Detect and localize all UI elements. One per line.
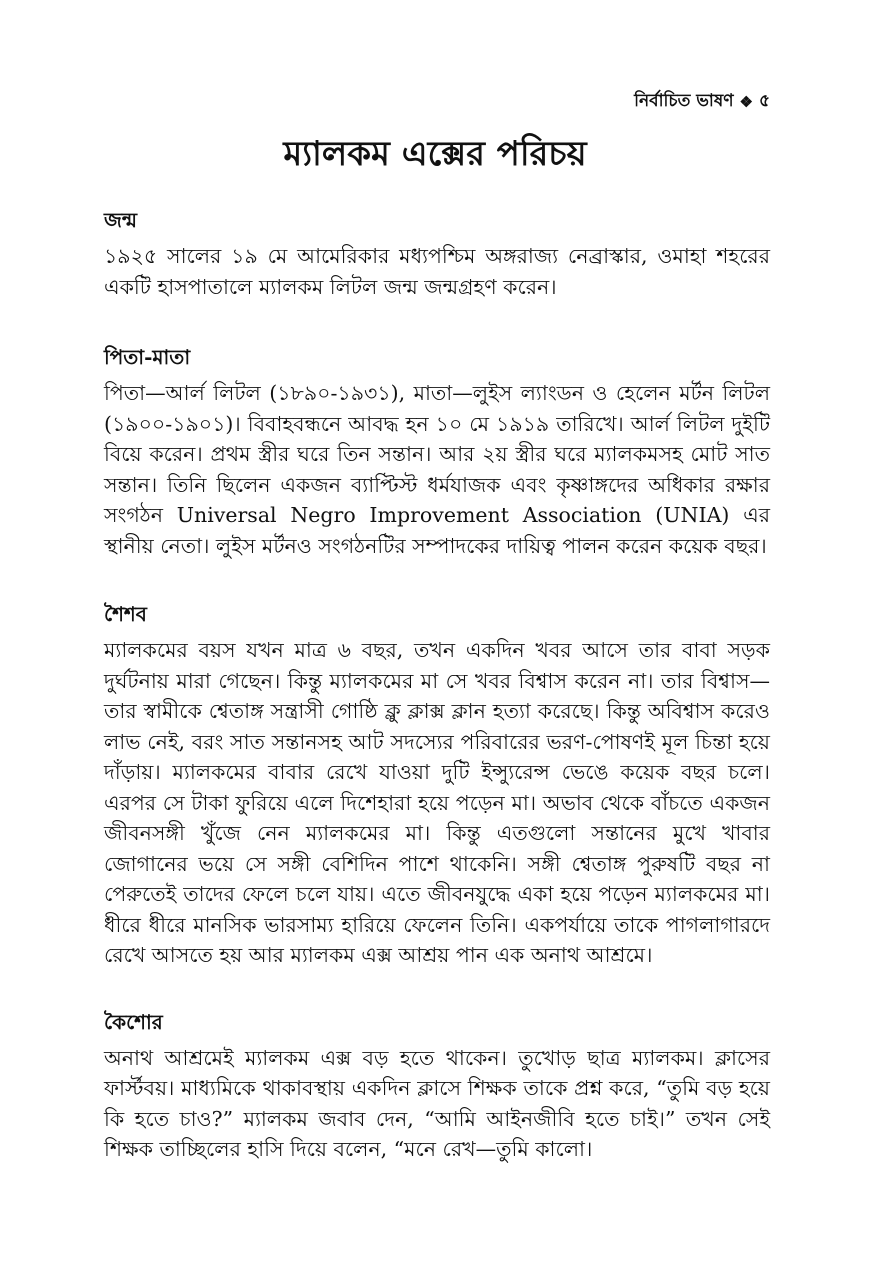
section-heading: পিতা-মাতা — [104, 345, 191, 369]
book-title: নির্বাচিত ভাষণ — [634, 91, 734, 111]
diamond-ornament-icon: ❖ — [739, 92, 753, 111]
section-paragraph: ১৯২৫ সালের ১৯ মে আমেরিকার মধ্যপশ্চিম অঙ্গরাজ্য নেব্রাস্কার, ওমাহা শহরের একটি হাসপাতালে ম্যালকম লিটল জন্ম জন্মগ্রহণ করেন। — [104, 244, 770, 299]
running-head — [634, 88, 770, 116]
section-paragraph: অনাথ আশ্রমেই ম্যালকম এক্স বড় হতে থাকেন। তুখোড় ছাত্র ম্যালকম। ক্লাসের ফার্স্টবয়। মাধ্যমিকে থাকাবস্থায় একদিন ক্লাসে শিক্ষক তাকে প্রশ্ন করে, “তুমি বড় হয়ে কি হতে চাও?” ম্যালকম জবাব দেন, “আমি আইনজীবি হতে চাই।” তখন সেই শিক্ষক তাচ্ছিলের হাসি দিয়ে বলেন, “মনে রেখ—তুমি কালো। — [104, 1045, 770, 1161]
section-parents — [104, 342, 770, 561]
section-childhood — [104, 599, 770, 971]
section-paragraph: পিতা—আর্ল লিটল (১৮৯০-১৯৩১), মাতা—লুইস ল্যাংডন ও হেলেন মর্টন লিটল (১৯০০-১৯০১)। বিবাহবন্ধনে আবদ্ধ হন ১০ মে ১৯১৯ তারিখে। আর্ল লিটল দুইটি বিয়ে করেন। প্রথম স্ত্রীর ঘরে তিন সন্তান। আর ২য় স্ত্রীর ঘরে ম্যালকমসহ মোট সাত সন্তান। তিনি ছিলেন একজন ব্যাপ্টিস্ট ধর্মযাজক এবং কৃষ্ণাঙ্গদের অধিকার রক্ষার সংগঠন Universal Negro Improvement Association (UNIA) এর স্থানীয় নেতা। লুইস মর্টনও সংগঠনটির সম্পাদকের দায়িত্ব পালন করেন কয়েক বছর। — [104, 381, 770, 558]
section-birth — [104, 205, 770, 302]
page-content — [104, 205, 770, 1195]
section-adolescence — [104, 1007, 770, 1165]
page-number: ৫ — [758, 91, 770, 111]
section-paragraph: ম্যালকমের বয়স যখন মাত্র ৬ বছর, তখন একদিন খবর আসে তার বাবা সড়ক দুর্ঘটনায় মারা গেছেন। কিন্তু ম্যালকমের মা সে খবর বিশ্বাস করেন না। তার বিশ্বাস—তার স্বামীকে শ্বেতাঙ্গ সন্ত্রাসী গোষ্ঠি ক্লু ক্লাক্স ক্লান হত্যা করেছে। কিন্তু অবিশ্বাস করেও লাভ নেই, বরং সাত সন্তানসহ আট সদস্যের পরিবারের ভরণ-পোষণই মূল চিন্তা হয়ে দাঁড়ায়। ম্যালকমের বাবার রেখে যাওয়া দুটি ইন্স্যুরেন্স ভেঙে কয়েক বছর চলে। এরপর সে টাকা ফুরিয়ে এলে দিশেহারা হয়ে পড়েন মা। অভাব থেকে বাঁচতে একজন জীবনসঙ্গী খুঁজে নেন ম্যালকমের মা। কিন্তু এতগুলো সন্তানের মুখে খাবার জোগানের ভয়ে সে সঙ্গী বেশিদিন পাশে থাকেনি। সঙ্গী শ্বেতাঙ্গ পুরুষটি বছর না পেরুতেই তাদের ফেলে চলে যায়। এতে জীবনযুদ্ধে একা হয়ে পড়েন ম্যালকমের মা। ধীরে ধীরে মানসিক ভারসাম্য হারিয়ে ফেলেন তিনি। একপর্যায়ে তাকে পাগলাগারদে রেখে আসতে হয় আর ম্যালকম এক্স আশ্রয় পান এক অনাথ আশ্রমে। — [104, 638, 770, 967]
section-heading: কৈশোর — [104, 1009, 163, 1034]
section-heading: শৈশব — [104, 602, 147, 626]
section-heading: জন্ম — [104, 208, 138, 232]
chapter-title: ম্যালকম এক্সের পরিচয় — [283, 134, 587, 174]
